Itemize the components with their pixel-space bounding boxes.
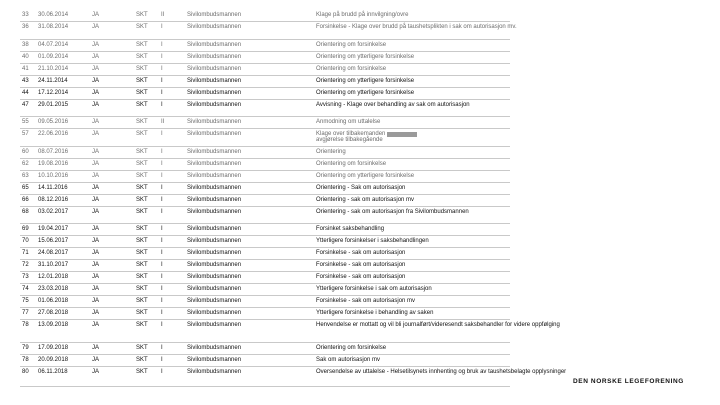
- table-row: [20, 272, 510, 284]
- table-row: [20, 308, 510, 320]
- table-row: [20, 320, 560, 343]
- row-description-text: Sak om autorisasjon mv: [316, 356, 381, 363]
- table-row: [20, 171, 510, 183]
- table-row: [20, 76, 510, 88]
- row-org: Sivilombudsmannen: [187, 184, 242, 191]
- row-number: 55: [22, 118, 29, 125]
- row-description: [316, 368, 567, 376]
- table-row: [20, 129, 510, 147]
- row-description-text: Anmodning om uttalelse: [316, 118, 381, 125]
- row-number: 68: [22, 208, 29, 215]
- row-description-text: Orientering om forsinkelse: [316, 344, 387, 351]
- row-date: 01.09.2014: [38, 53, 69, 60]
- row-code: I: [161, 368, 163, 375]
- table-row: [20, 10, 510, 22]
- table-row: [20, 248, 510, 260]
- redaction-bar: [387, 132, 417, 137]
- row-description: [316, 161, 492, 168]
- row-description: [316, 119, 492, 126]
- row-date: 06.11.2018: [38, 368, 68, 375]
- row-description: [316, 250, 492, 257]
- row-description-text: Orientering om forsinkelse: [316, 160, 387, 167]
- row-ja: JA: [92, 53, 100, 60]
- row-skt: SKT: [136, 184, 148, 191]
- row-description: [316, 310, 492, 317]
- table-row: [20, 224, 510, 236]
- row-code: I: [161, 101, 163, 108]
- table-row: [20, 159, 510, 171]
- row-org: Sivilombudsmannen: [187, 344, 242, 351]
- row-description: [316, 185, 492, 192]
- row-org: Sivilombudsmannen: [187, 130, 242, 137]
- row-description: [316, 102, 492, 109]
- row-org: Sivilombudsmannen: [187, 309, 242, 316]
- row-code: I: [161, 225, 163, 232]
- row-description-text: Henvendelse er mottatt og vil bli journalført/videresendt saksbehandler for videre oppfølging: [316, 321, 560, 328]
- row-number: 79: [22, 344, 29, 351]
- row-date: 29.01.2015: [38, 101, 69, 108]
- row-number: 72: [22, 261, 29, 268]
- row-skt: SKT: [136, 53, 148, 60]
- row-date: 01.06.2018: [38, 297, 69, 304]
- row-number: 38: [22, 41, 29, 48]
- row-description: [316, 197, 492, 204]
- row-ja: JA: [92, 208, 100, 215]
- row-date: 10.10.2016: [38, 172, 69, 179]
- row-date: 12.01.2018: [38, 273, 69, 280]
- row-number: 74: [22, 285, 29, 292]
- row-ja: JA: [92, 65, 100, 72]
- row-description: [316, 23, 517, 31]
- row-ja: JA: [92, 23, 100, 30]
- row-description: [316, 54, 492, 61]
- row-date: 24.11.2014: [38, 77, 68, 84]
- row-skt: SKT: [136, 172, 148, 179]
- row-code: I: [161, 321, 163, 328]
- row-code: I: [161, 77, 163, 84]
- row-skt: SKT: [136, 273, 148, 280]
- row-description-text: Orientering: [316, 148, 346, 155]
- row-number: 40: [22, 53, 29, 60]
- row-description-text: Orientering om ytterligere forsinkelse: [316, 53, 415, 60]
- row-description: [316, 226, 492, 233]
- row-ja: JA: [92, 356, 100, 363]
- row-number: 33: [22, 11, 29, 18]
- row-date: 31.10.2017: [38, 261, 69, 268]
- row-code: I: [161, 285, 163, 292]
- row-org: Sivilombudsmannen: [187, 41, 242, 48]
- row-date: 17.12.2014: [38, 89, 69, 96]
- row-org: Sivilombudsmannen: [187, 368, 242, 375]
- row-code: I: [161, 261, 163, 268]
- row-date: 23.03.2018: [38, 285, 69, 292]
- row-number: 36: [22, 23, 29, 30]
- table-row: [20, 343, 510, 355]
- row-skt: SKT: [136, 118, 148, 125]
- table-row: [20, 296, 510, 308]
- table-row: [20, 183, 510, 195]
- row-number: 78: [22, 321, 29, 328]
- row-number: 41: [22, 65, 29, 72]
- row-org: Sivilombudsmannen: [187, 285, 242, 292]
- row-description-text: Orientering om ytterligere forsinkelse: [316, 172, 415, 179]
- row-skt: SKT: [136, 249, 148, 256]
- row-description: [316, 173, 492, 180]
- row-number: 47: [22, 101, 29, 108]
- table-row: [20, 195, 510, 207]
- table-row: [20, 100, 510, 117]
- row-number: 65: [22, 184, 29, 191]
- row-org: Sivilombudsmannen: [187, 196, 242, 203]
- row-date: 03.02.2017: [38, 208, 69, 215]
- row-description-text-cont: avgjørelse tilbakegående: [316, 137, 383, 143]
- row-ja: JA: [92, 344, 100, 351]
- row-skt: SKT: [136, 101, 148, 108]
- row-org: Sivilombudsmannen: [187, 356, 242, 363]
- row-code: I: [161, 297, 163, 304]
- table-row: [20, 236, 510, 248]
- row-description-text: Avvisning - Klage over behandling av sak om autorisasjon: [316, 101, 470, 108]
- row-number: 57: [22, 130, 29, 137]
- row-date: 04.07.2014: [38, 41, 69, 48]
- row-org: Sivilombudsmannen: [187, 77, 242, 84]
- row-description-text: Klage på brudd på innvilgning/ovre: [316, 11, 409, 18]
- row-number: 73: [22, 273, 29, 280]
- row-description-text: Forsinkelse - sak om autorisasjon: [316, 261, 406, 268]
- row-code: I: [161, 344, 163, 351]
- row-description: [316, 345, 492, 352]
- row-description-text: Orientering om ytterligere forsinkelse: [316, 77, 415, 84]
- row-code: I: [161, 208, 163, 215]
- row-description-text: Ytterligere forsinkelser i saksbehandlingen: [316, 237, 429, 244]
- row-code: I: [161, 249, 163, 256]
- table-row: [20, 117, 510, 129]
- row-org: Sivilombudsmannen: [187, 237, 242, 244]
- row-date: 08.07.2016: [38, 148, 69, 155]
- row-code: I: [161, 53, 163, 60]
- row-org: Sivilombudsmannen: [187, 101, 242, 108]
- row-ja: JA: [92, 41, 100, 48]
- row-number: 70: [22, 237, 29, 244]
- row-number: 44: [22, 89, 29, 96]
- row-ja: JA: [92, 101, 100, 108]
- row-number: 63: [22, 172, 29, 179]
- row-date: 08.12.2016: [38, 196, 69, 203]
- row-org: Sivilombudsmannen: [187, 89, 242, 96]
- row-ja: JA: [92, 297, 100, 304]
- table-row: [20, 207, 510, 224]
- table-row: [20, 260, 510, 272]
- row-description: [316, 262, 492, 269]
- row-description-text: Oversendelse av uttalelse - Helsetilsynets innhenting og bruk av taushetsbelagte opplysninger: [316, 368, 567, 375]
- row-number: 80: [22, 368, 29, 375]
- row-code: I: [161, 65, 163, 72]
- row-description: [316, 78, 492, 85]
- row-code: I: [161, 160, 163, 167]
- table-row: [20, 52, 510, 64]
- row-date: 30.06.2014: [38, 11, 69, 18]
- row-ja: JA: [92, 237, 100, 244]
- row-description: [316, 274, 492, 281]
- organization-logo-text: DEN NORSKE LEGEFORENING: [573, 378, 684, 385]
- row-date: 17.09.2018: [38, 344, 69, 351]
- row-description-text: Klage over tilbakemanden: [316, 130, 386, 137]
- row-date: 19.04.2017: [38, 225, 69, 232]
- row-code: II: [161, 11, 165, 18]
- row-ja: JA: [92, 160, 100, 167]
- row-skt: SKT: [136, 321, 148, 328]
- row-code: I: [161, 309, 163, 316]
- row-code: I: [161, 130, 163, 137]
- table-row: [20, 88, 510, 100]
- row-date: 27.08.2018: [38, 309, 69, 316]
- row-ja: JA: [92, 309, 100, 316]
- row-skt: SKT: [136, 297, 148, 304]
- row-code: II: [161, 118, 165, 125]
- row-skt: SKT: [136, 77, 148, 84]
- row-description-text: Ytterligere forsinkelse i sak om autorisasjon: [316, 285, 432, 292]
- row-number: 62: [22, 160, 29, 167]
- row-date: 22.06.2016: [38, 130, 69, 137]
- row-description: [316, 321, 560, 329]
- row-description: [316, 42, 492, 49]
- row-org: Sivilombudsmannen: [187, 65, 242, 72]
- row-description: [316, 357, 492, 364]
- row-org: Sivilombudsmannen: [187, 273, 242, 280]
- journal-table: [20, 10, 567, 382]
- table-row: [20, 355, 510, 367]
- table-row: [20, 64, 510, 76]
- row-description: [316, 238, 492, 245]
- row-description-text: Ytterligere forsinkelse i behandling av saken: [316, 309, 434, 316]
- table-row: [20, 22, 517, 40]
- row-code: I: [161, 196, 163, 203]
- row-ja: JA: [92, 11, 100, 18]
- row-description: [316, 90, 492, 97]
- row-ja: JA: [92, 285, 100, 292]
- row-skt: SKT: [136, 309, 148, 316]
- row-ja: JA: [92, 77, 100, 84]
- table-row: [20, 367, 567, 387]
- row-description: [316, 131, 492, 144]
- row-number: 78: [22, 356, 29, 363]
- row-skt: SKT: [136, 285, 148, 292]
- row-number: 71: [22, 249, 29, 256]
- row-skt: SKT: [136, 356, 148, 363]
- row-description-text: Orientering om ytterligere forsinkelse: [316, 89, 415, 96]
- row-skt: SKT: [136, 89, 148, 96]
- row-description-text: Forsinkelse - Klage over brudd på taushetsplikten i sak om autorisasjon mv.: [316, 23, 517, 30]
- row-description: [316, 12, 492, 19]
- row-skt: SKT: [136, 344, 148, 351]
- row-date: 20.09.2018: [38, 356, 69, 363]
- table-row: [20, 147, 510, 159]
- table-row: [20, 40, 510, 52]
- row-org: Sivilombudsmannen: [187, 118, 242, 125]
- row-description: [316, 298, 492, 305]
- row-description: [316, 209, 492, 216]
- row-ja: JA: [92, 172, 100, 179]
- row-description-text: Orientering - Sak om autorisasjon: [316, 184, 406, 191]
- row-description-text: Orientering - sak om autorisasjon mv: [316, 196, 415, 203]
- table-row: [20, 284, 510, 296]
- row-date: 24.08.2017: [38, 249, 69, 256]
- row-date: 31.08.2014: [38, 23, 69, 30]
- row-date: 21.10.2014: [38, 65, 69, 72]
- row-org: Sivilombudsmannen: [187, 53, 242, 60]
- row-skt: SKT: [136, 130, 148, 137]
- row-ja: JA: [92, 273, 100, 280]
- row-date: 19.08.2016: [38, 160, 69, 167]
- row-code: I: [161, 356, 163, 363]
- row-description: [316, 66, 492, 73]
- row-code: I: [161, 23, 163, 30]
- row-description-text: Forsinkelse - sak om autorisasjon: [316, 273, 406, 280]
- row-ja: JA: [92, 225, 100, 232]
- row-org: Sivilombudsmannen: [187, 261, 242, 268]
- row-date: 09.05.2016: [38, 118, 69, 125]
- row-date: 14.11.2016: [38, 184, 68, 191]
- row-date: 13.09.2018: [38, 321, 69, 328]
- row-number: 66: [22, 196, 29, 203]
- row-ja: JA: [92, 196, 100, 203]
- row-skt: SKT: [136, 237, 148, 244]
- row-skt: SKT: [136, 196, 148, 203]
- row-org: Sivilombudsmannen: [187, 172, 242, 179]
- row-code: I: [161, 237, 163, 244]
- row-description: [316, 286, 492, 293]
- row-date: 15.06.2017: [38, 237, 69, 244]
- row-org: Sivilombudsmannen: [187, 23, 242, 30]
- row-ja: JA: [92, 184, 100, 191]
- row-code: I: [161, 184, 163, 191]
- row-ja: JA: [92, 249, 100, 256]
- row-org: Sivilombudsmannen: [187, 11, 242, 18]
- row-org: Sivilombudsmannen: [187, 148, 242, 155]
- row-org: Sivilombudsmannen: [187, 225, 242, 232]
- row-ja: JA: [92, 130, 100, 137]
- row-org: Sivilombudsmannen: [187, 249, 242, 256]
- row-skt: SKT: [136, 160, 148, 167]
- row-code: I: [161, 89, 163, 96]
- row-description-text: Forsinkelse - sak om autorisasjon mv: [316, 297, 416, 304]
- row-description-text: Orientering om forsinkelse: [316, 65, 387, 72]
- row-skt: SKT: [136, 225, 148, 232]
- row-skt: SKT: [136, 41, 148, 48]
- row-code: I: [161, 41, 163, 48]
- row-number: 77: [22, 309, 29, 316]
- row-skt: SKT: [136, 261, 148, 268]
- row-ja: JA: [92, 89, 100, 96]
- row-description-text: Orientering - sak om autorisasjon fra Sivilombudsmannen: [316, 208, 469, 215]
- row-skt: SKT: [136, 11, 148, 18]
- row-description: [316, 149, 492, 156]
- row-org: Sivilombudsmannen: [187, 160, 242, 167]
- row-code: I: [161, 148, 163, 155]
- row-code: I: [161, 172, 163, 179]
- row-skt: SKT: [136, 368, 148, 375]
- row-description-text: Forsinkelse - sak om autorisasjon: [316, 249, 406, 256]
- row-number: 75: [22, 297, 29, 304]
- row-skt: SKT: [136, 208, 148, 215]
- row-org: Sivilombudsmannen: [187, 208, 242, 215]
- row-description-text: Orientering om forsinkelse: [316, 41, 387, 48]
- row-number: 69: [22, 225, 29, 232]
- row-skt: SKT: [136, 23, 148, 30]
- row-ja: JA: [92, 261, 100, 268]
- row-skt: SKT: [136, 148, 148, 155]
- row-org: Sivilombudsmannen: [187, 321, 242, 328]
- row-ja: JA: [92, 368, 100, 375]
- row-code: I: [161, 273, 163, 280]
- row-skt: SKT: [136, 65, 148, 72]
- row-org: Sivilombudsmannen: [187, 297, 242, 304]
- row-ja: JA: [92, 148, 100, 155]
- row-number: 60: [22, 148, 29, 155]
- row-ja: JA: [92, 321, 100, 328]
- row-description-text: Forsinket saksbehandling: [316, 225, 385, 232]
- row-number: 43: [22, 77, 29, 84]
- row-ja: JA: [92, 118, 100, 125]
